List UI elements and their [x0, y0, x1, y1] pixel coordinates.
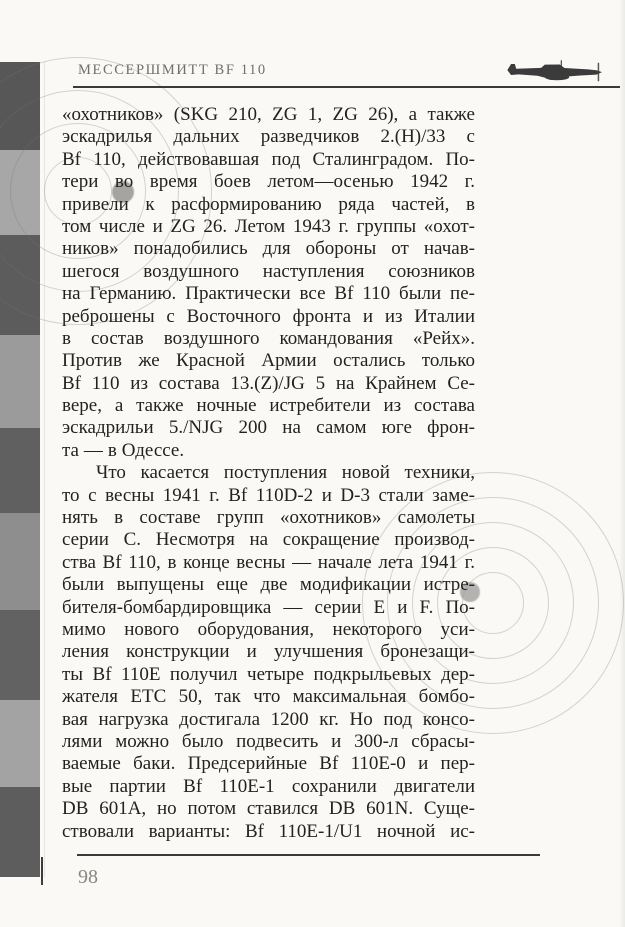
text-line: та — в Одессе.: [62, 439, 185, 461]
text-line: ников» понадобились для обороны от начав-: [62, 238, 475, 260]
running-head: МЕССЕРШМИТТ BF 110: [78, 62, 267, 78]
text-line: ваемые баки. Предсерийные Bf 110E-0 и пер-: [62, 753, 475, 775]
text-line: были выпущены еще две модификации истре-: [62, 574, 475, 596]
text-line: ства Bf 110, в конце весны — начале лета 1941 г.: [62, 551, 475, 573]
text-line: в состав воздушного командования «Рейх».: [62, 327, 475, 349]
paragraph: [62, 462, 475, 843]
text-line: ты Bf 110E получил четыре подкрыльевых дер-: [62, 663, 475, 685]
scan-mark: [41, 857, 43, 885]
text-line: привели к расформированию ряда частей, в: [62, 193, 475, 215]
text-line: тери во время боев летом—осенью 1942 г.: [62, 171, 475, 193]
text-line: Против же Красной Армии остались только: [62, 350, 475, 372]
text-line: серии С. Несмотря на сокращение производ-: [62, 529, 475, 551]
text-line: вая нагрузка достигала 1200 кг. Но под консо-: [62, 708, 475, 730]
edge-strip-block: [0, 787, 40, 877]
scan-edge-shadow: [619, 0, 625, 927]
text-line: том числе и ZG 26. Летом 1943 г. группы «охот-: [62, 215, 475, 237]
text-line: реброшены с Восточного фронта и из Италии: [62, 305, 475, 327]
text-line: эскадрильи 5./NJG 200 на самом юге фрон-: [62, 417, 475, 439]
text-line: шегося воздушного наступления союзников: [62, 260, 475, 282]
text-line: Bf 110, действовавшая под Сталинградом. По-: [62, 148, 475, 170]
text-line: эскадрилья дальних разведчиков 2.(H)/33 с: [62, 126, 475, 148]
text-line: то с весны 1941 г. Bf 110D-2 и D-3 стали заме-: [62, 484, 475, 506]
text-line: Bf 110 из состава 13.(Z)/JG 5 на Крайнем Се-: [62, 372, 475, 394]
text-line: лями можно было подвесить и 300-л сбрасы-: [62, 730, 475, 752]
text-line: жателя ETC 50, так что максимальная бомбо-: [62, 686, 475, 708]
text-line: на Германию. Практически все Bf 110 были пе-: [62, 283, 475, 305]
text-line: DB 601A, но потом ставился DB 601N. Суще-: [62, 798, 475, 820]
footer-rule: [77, 854, 540, 856]
text-line: «охотников» (SKG 210, ZG 1, ZG 26), а также: [62, 104, 475, 125]
paragraph: [62, 104, 475, 462]
text-line: вере, а также ночные истребители из состава: [62, 395, 475, 417]
page-number: 98: [78, 866, 98, 888]
edge-strip-block: [0, 700, 40, 787]
aircraft-silhouette-icon: [504, 56, 610, 86]
edge-strip-block: [0, 610, 40, 700]
header-rule: [73, 86, 620, 88]
edge-strip-block: [0, 513, 40, 610]
edge-strip-block: [0, 335, 40, 428]
edge-strip-block: [0, 428, 40, 513]
text-line: вые партии Bf 110E-1 сохранили двигатели: [62, 775, 475, 797]
text-line: мимо нового оборудования, некоторого уси-: [62, 618, 475, 640]
text-line: ствовали варианты: Bf 110E-1/U1 ночной ис-: [62, 820, 475, 842]
text-line: Что касается поступления новой техники,: [96, 462, 475, 484]
text-line: ления конструкции и улучшения бронезащи-: [62, 641, 475, 663]
text-line: нять в составе групп «охотников» самолеты: [62, 507, 475, 529]
body-text: [62, 104, 475, 843]
text-line: бителя-бомбардировщика — серии Е и F. По-: [62, 596, 475, 618]
